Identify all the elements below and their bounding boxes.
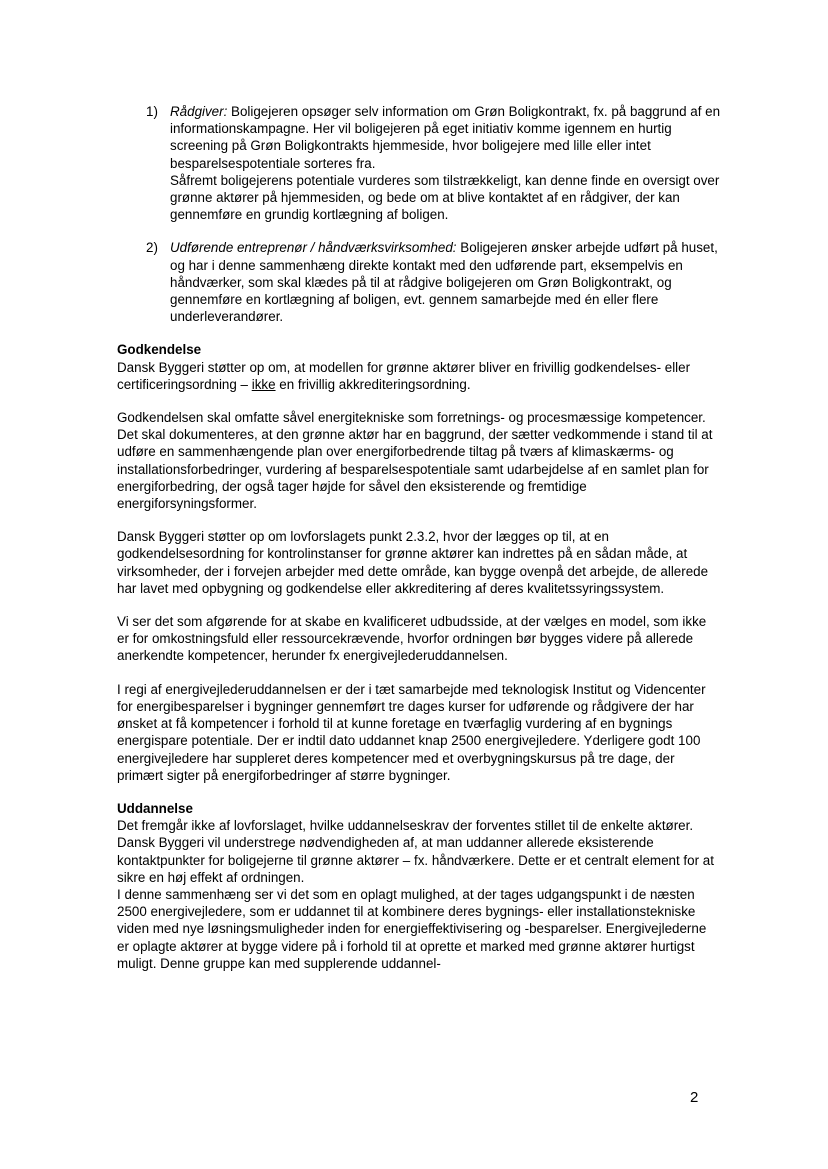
section-heading-godkendelse: Godkendelse [117, 342, 202, 358]
paragraph: Dansk Byggeri støtter op om lovforslagets punkt 2.3.2, hvor der lægges op til, at en godkendelsesordning for kontrolinstanser for grønne aktører kan indrettes på en sådan måde, at virksomheder, der i forvejen arbejder med dette område, kan bygge ovenpå det arbejde, de allerede har lavet med opbygning og godkendelse eller akkreditering af deres kvalitetssyringssystem. [117, 529, 709, 596]
section-heading-uddannelse: Uddannelse [117, 800, 193, 816]
list-item-title: Rådgiver: [170, 104, 228, 119]
list-item-body: Boligejeren ønsker arbejde udført på huset, og har i denne sammenhæng direkte kontakt med den udførende part, eksempelvis en håndværker, som skal klædes på til at rådgive boligejeren om Grøn Boligkontrakt, og gennemføre en kortlægning af boligen, evt. gennem samarbejde med én eller flere underleverandører. [170, 240, 718, 325]
paragraph-text: Dansk Byggeri støtter op om, at modellen for grønne aktører bliver en frivillig godkendelses- eller certificeringsordning – [117, 359, 691, 392]
document-body [117, 103, 721, 972]
paragraph-text: en frivillig akkrediteringsordning. [275, 376, 471, 392]
paragraph [117, 359, 721, 393]
list-item-text [170, 239, 721, 325]
list-item-title: Udførende entreprenør / håndværksvirksomhed: [170, 240, 457, 256]
paragraph: I denne sammenhæng ser vi det som en oplagt mulighed, at der tages udgangspunkt i de næsten 2500 energivejledere, som er uddannet til at kombinere deres bygnings- eller installationstekniske viden med nye løsningsmuligheder inden for energieffektivisering og -besparelser. Energivejlederne er oplagte aktører at bygge videre på i forhold til at oprette et marked med grønne aktører hurtigst muligt. Denne gruppe kan med supplerende uddannel- [117, 886, 707, 971]
list-item-text [170, 103, 721, 172]
list-item-udfoerende [117, 239, 721, 325]
list-item-raadgiver [117, 103, 721, 223]
list-number: 1) [146, 104, 158, 119]
list-item-text-continued: Såfremt boligejerens potentiale vurderes som tilstrækkeligt, kan denne finde en oversigt over grønne aktører på hjemmesiden, og bede om at blive kontaktet af en rådgiver, der kan gennemføre en grundig kortlægning af boligen. [170, 172, 720, 223]
list-number: 2) [146, 240, 158, 256]
underlined-word: ikke [251, 376, 276, 392]
paragraph: Godkendelsen skal omfatte såvel energitekniske som forretnings- og procesmæssige kompetencer. Det skal dokumenteres, at den grønne aktør har en baggrund, der sætter vedkommende i stand til at udføre en sammenhængende plan over energiforbedrende tiltag på tværs af klimaskærms- og installationsforbedringer, vurdering af besparelsespotentiale samt udarbejdelse af en samlet plan for energiforbedring, der også tager højde for såvel den eksisterende og fremtidige energiforsyningsformer. [117, 410, 713, 512]
page-number: 2 [690, 1089, 699, 1106]
list-item-body: Boligejeren opsøger selv information om Grøn Boligkontrakt, fx. på baggrund af en informationskampagne. Her vil boligejeren på eget initiativ komme igennem en hurtig screening på Grøn Boligkontrakts hjemmeside, hvor boligejere med lille eller intet besparelsespotentiale sorteres fra. [170, 104, 721, 171]
paragraph: Det fremgår ikke af lovforslaget, hvilke uddannelseskrav der forventes stillet til de enkelte aktører. Dansk Byggeri vil understrege nødvendigheden af, at man uddanner allerede eksisterende kontaktpunkter for boligejerne til grønne aktører – fx. håndværkere. Dette er et centralt element for at sikre en høj effekt af ordningen. [117, 818, 714, 885]
paragraph: I regi af energivejlederuddannelsen er der i tæt samarbejde med teknologisk Institut og Videncenter for energibesparelser i bygninger gennemført tre dages kurser for udførende og rådgivere der har ønsket at få kompetencer i forhold til at kunne foretage en tværfaglig vurdering af en bygnings energispare potentiale. Der er indtil dato uddannet knap 2500 energivejledere. Yderligere godt 100 energivejledere har suppleret deres kompetencer med et overbygningskursus på tre dage, der primært sigter på energiforbedringer af større bygninger. [117, 681, 706, 783]
paragraph: Vi ser det som afgørende for at skabe en kvalificeret udbudsside, at der vælges en model, som ikke er for omkostningsfuld eller ressourcekrævende, hvorfor ordningen bør bygges videre på allerede anerkendte kompetencer, herunder fx energivejlederuddannelsen. [117, 614, 707, 664]
